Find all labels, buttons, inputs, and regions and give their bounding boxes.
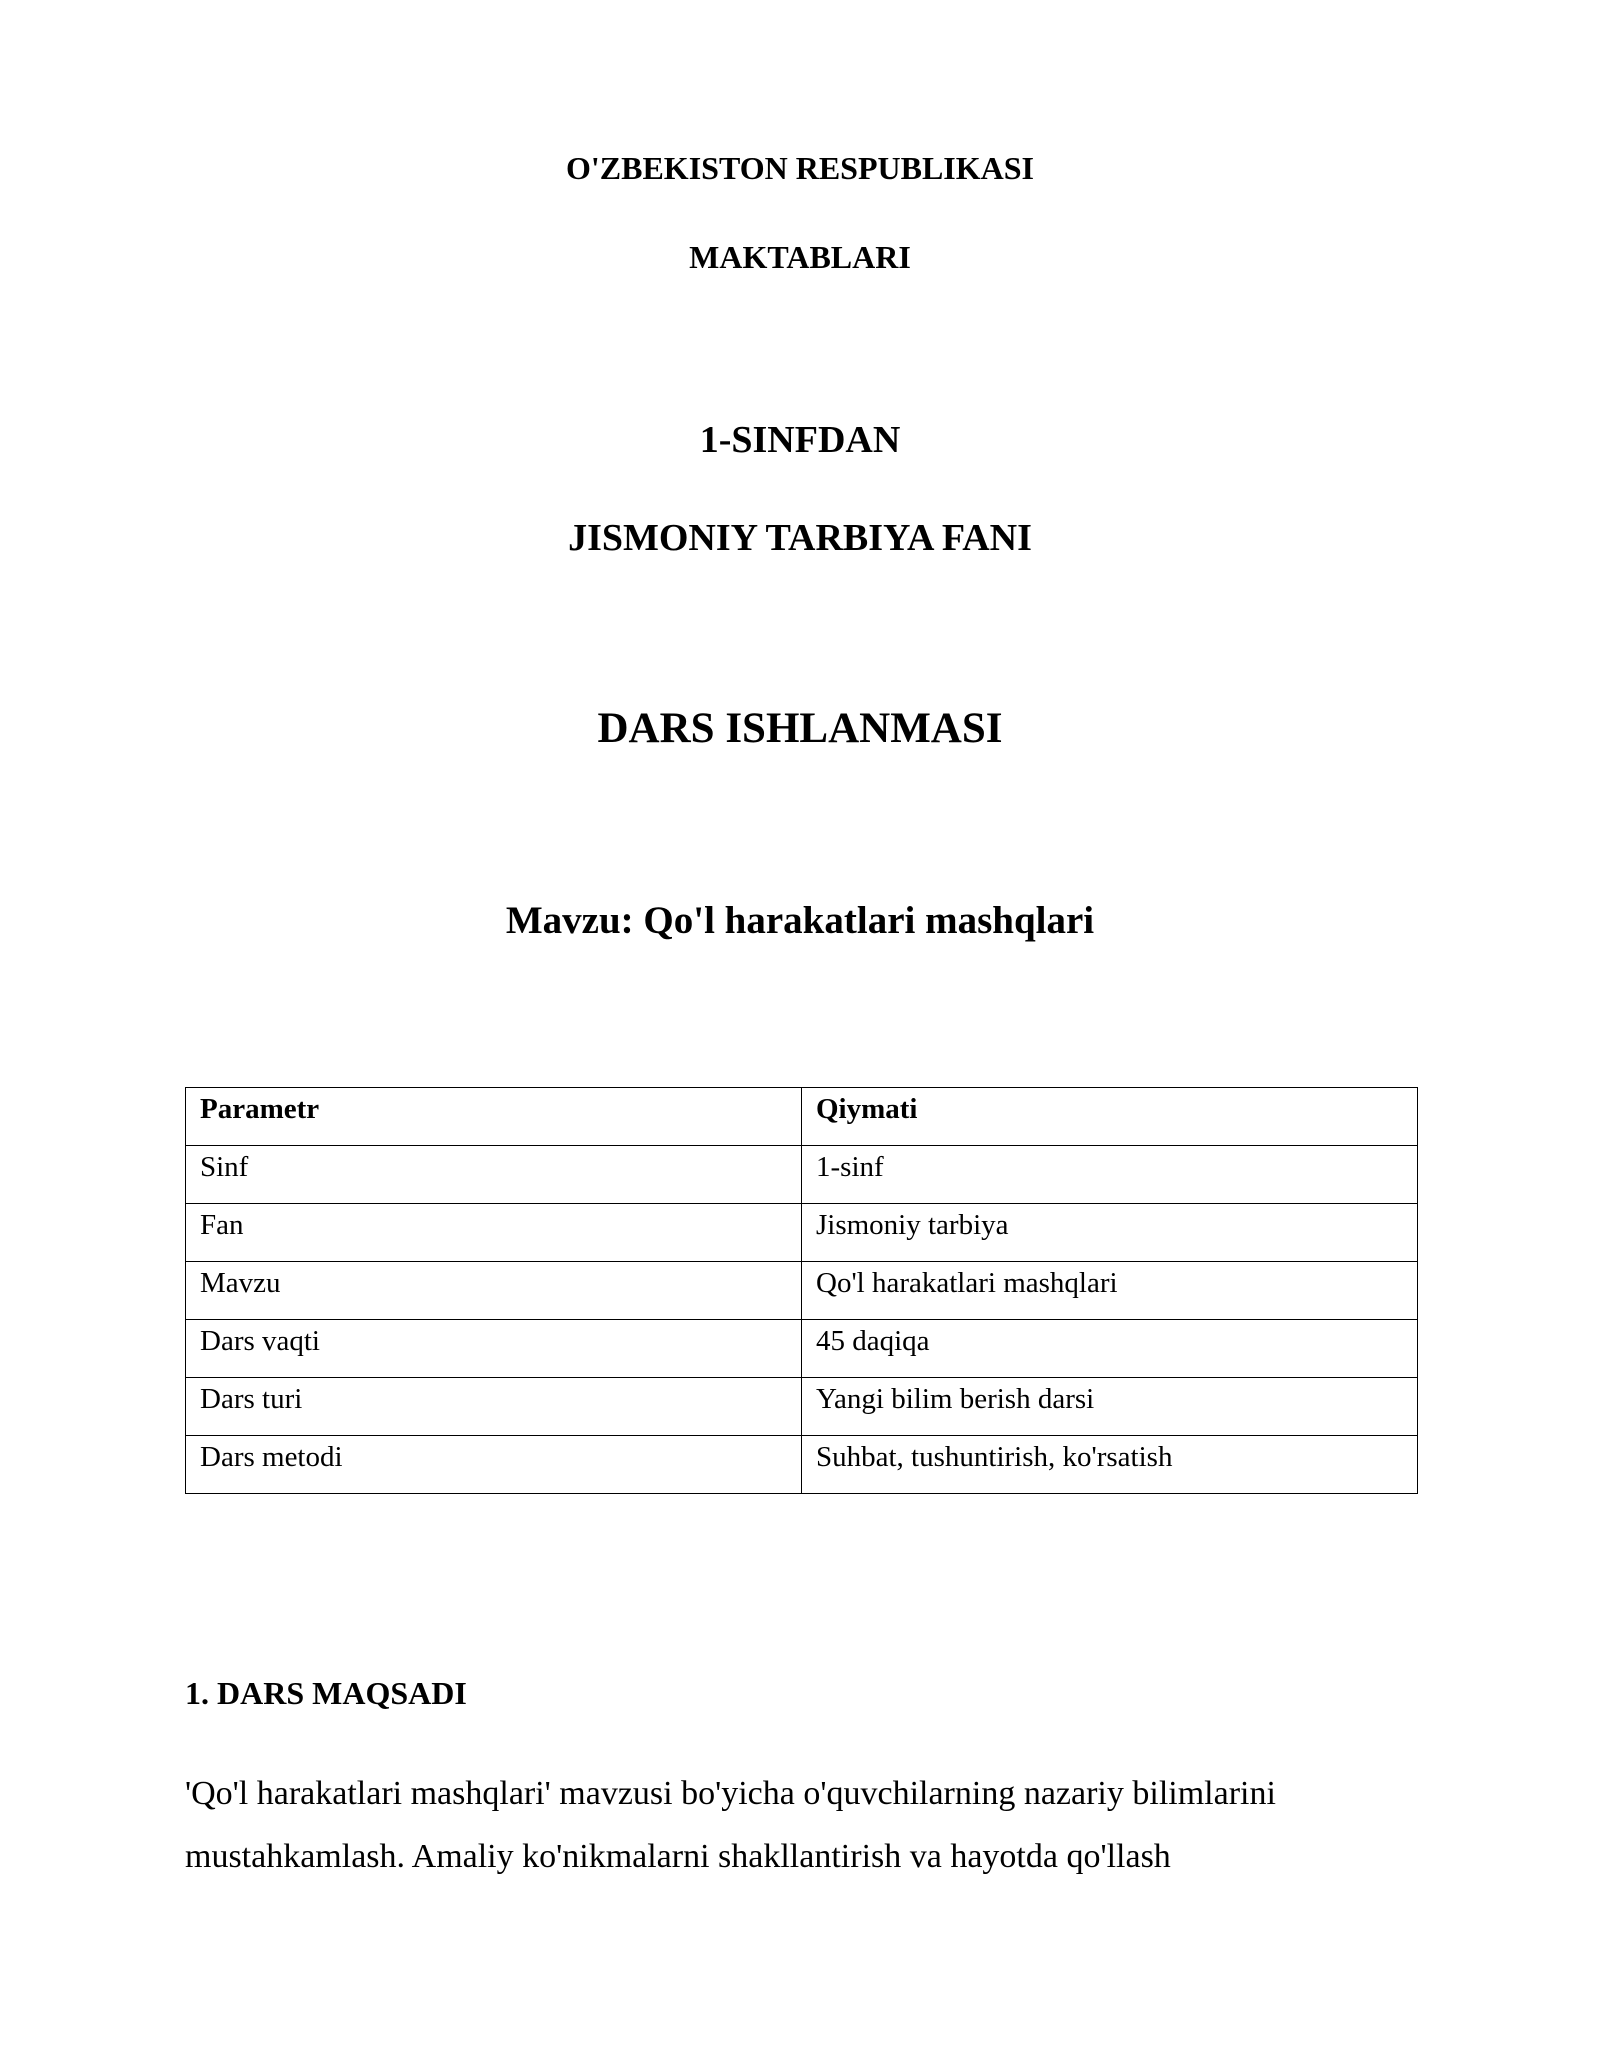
table-cell-parameter: Mavzu bbox=[186, 1262, 802, 1320]
table-row bbox=[186, 1378, 1418, 1436]
table-cell-parameter: Dars vaqti bbox=[186, 1320, 802, 1378]
table-cell-value: 1-sinf bbox=[802, 1146, 1418, 1204]
lesson-topic: Mavzu: Qo'l harakatlari mashqlari bbox=[505, 899, 1095, 942]
lesson-info-table bbox=[185, 1087, 1418, 1494]
document-title: DARS ISHLANMASI bbox=[597, 705, 1003, 752]
paragraph-line: mustahkamlash. Amaliy ko'nikmalarni shakllantirish va hayotda qo'llash bbox=[185, 1838, 1171, 1875]
table-row bbox=[186, 1436, 1418, 1494]
table-cell-value: 45 daqiqa bbox=[802, 1320, 1418, 1378]
table-cell-parameter: Sinf bbox=[186, 1146, 802, 1204]
table-cell-value: Suhbat, tushuntirish, ko'rsatish bbox=[802, 1436, 1418, 1494]
column-header-parameter: Parametr bbox=[186, 1088, 802, 1146]
section-heading-lesson-goal: 1. DARS MAQSADI bbox=[185, 1675, 467, 1711]
table-cell-value: Yangi bilim berish darsi bbox=[802, 1378, 1418, 1436]
column-header-value: Qiymati bbox=[802, 1088, 1418, 1146]
table-header-row bbox=[186, 1088, 1418, 1146]
lesson-goal-paragraph bbox=[185, 1762, 1417, 1888]
table-row bbox=[186, 1320, 1418, 1378]
paragraph-line: 'Qo'l harakatlari mashqlari' mavzusi bo'yicha o'quvchilarning nazariy bilimlarini bbox=[185, 1775, 1276, 1812]
table-row bbox=[186, 1204, 1418, 1262]
table-cell-parameter: Dars turi bbox=[186, 1378, 802, 1436]
table-cell-parameter: Dars metodi bbox=[186, 1436, 802, 1494]
header-grade: 1-SINFDAN bbox=[699, 419, 901, 461]
table-cell-value: Jismoniy tarbiya bbox=[802, 1204, 1418, 1262]
table-row bbox=[186, 1262, 1418, 1320]
header-subject: JISMONIY TARBIYA FANI bbox=[568, 517, 1032, 559]
header-schools: MAKTABLARI bbox=[689, 239, 911, 275]
table-row bbox=[186, 1146, 1418, 1204]
table-cell-value: Qo'l harakatlari mashqlari bbox=[802, 1262, 1418, 1320]
header-country: O'ZBEKISTON RESPUBLIKASI bbox=[565, 150, 1034, 186]
table-cell-parameter: Fan bbox=[186, 1204, 802, 1262]
